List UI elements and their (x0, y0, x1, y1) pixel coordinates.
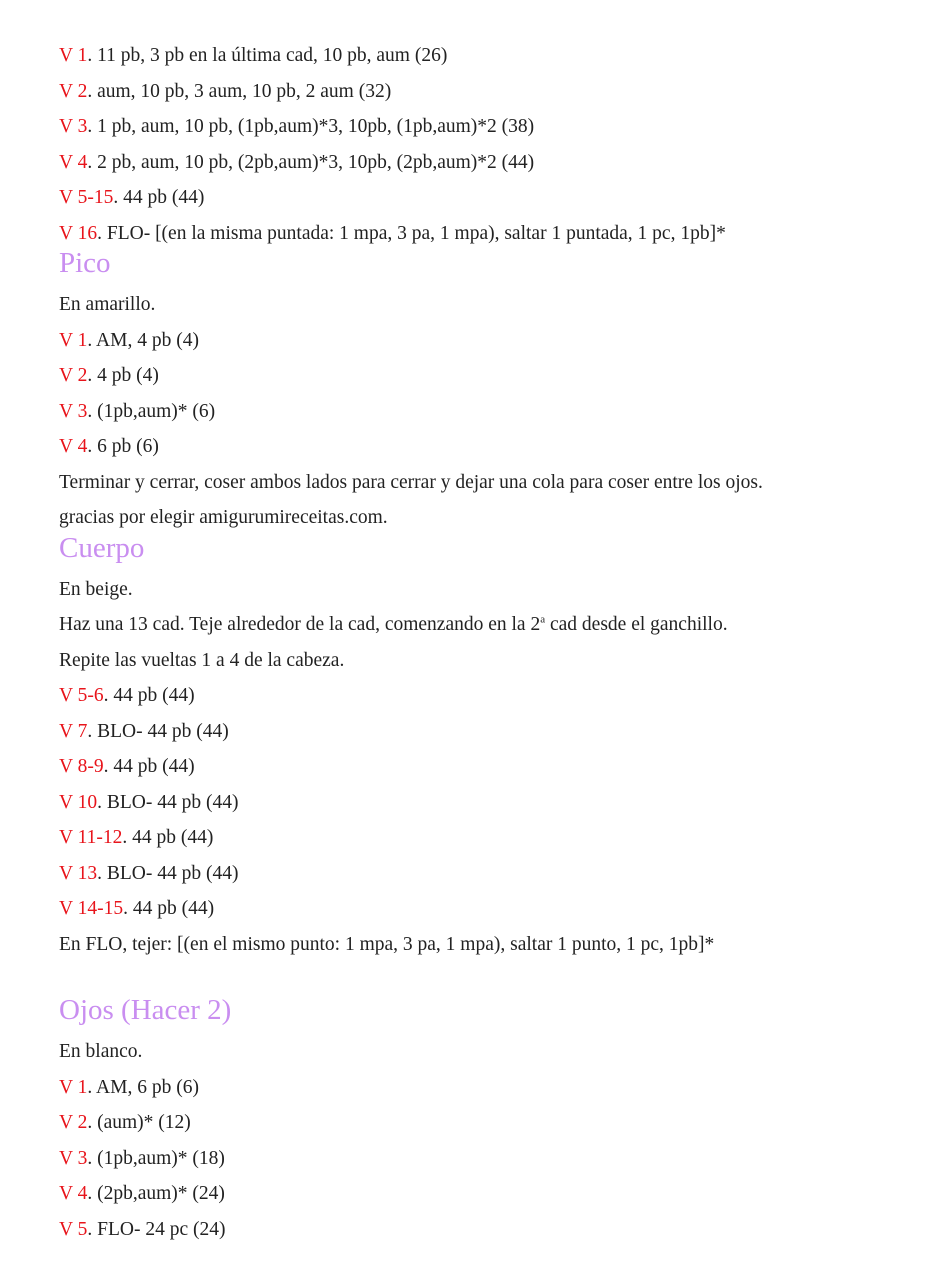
round-row (59, 74, 919, 110)
round-label: V 2 (59, 1112, 88, 1133)
intro-text-after: cad desde el ganchillo. (545, 614, 728, 635)
round-row (59, 820, 919, 856)
round-text: . 6 pb (6) (87, 436, 159, 457)
round-text: . BLO- 44 pb (44) (87, 720, 229, 742)
round-row (59, 429, 919, 465)
round-row (59, 1212, 919, 1248)
round-text: . FLO- 24 pc (24) (87, 1218, 226, 1240)
round-text: . 44 pb (44) (123, 898, 215, 919)
round-row (59, 714, 919, 750)
round-text: . aum, 10 pb, 3 aum, 10 pb, 2 aum (32) (87, 80, 392, 102)
round-label: V 5 (59, 1218, 88, 1240)
section-heading-pico: Pico (59, 247, 111, 279)
round-label: V 2 (59, 80, 88, 102)
round-row (59, 38, 919, 74)
section-top-rounds (59, 38, 919, 251)
round-text: . (1pb,aum)* (6) (87, 400, 216, 422)
round-row (59, 358, 919, 394)
round-text: . AM, 4 pb (4) (87, 329, 199, 351)
section-intro: En beige. (59, 578, 133, 600)
round-text: . 44 pb (44) (103, 756, 195, 777)
section-ojos (59, 992, 919, 1247)
round-label: V 3 (59, 400, 88, 422)
round-label: V 4 (59, 151, 88, 173)
section-intro: En amarillo. (59, 294, 156, 315)
round-text: . AM, 6 pb (6) (87, 1076, 199, 1098)
round-label: V 1 (59, 1076, 88, 1098)
round-text: . 2 pb, aum, 10 pb, (2pb,aum)*3, 10pb, (2pb,aum)*2 (44) (87, 151, 535, 173)
round-label: V 16 (59, 222, 98, 244)
round-row (59, 1070, 919, 1106)
section-heading-cuerpo: Cuerpo (59, 531, 145, 564)
section-outro: En FLO, tejer: [(en el mismo punto: 1 mpa, 3 pa, 1 mpa), saltar 1 punto, 1 pc, 1pb]* (59, 933, 715, 955)
round-label: V 13 (59, 862, 98, 884)
round-text: . BLO- 44 pb (44) (97, 862, 239, 884)
round-text: . 44 pb (44) (113, 187, 205, 208)
round-text: . (1pb,aum)* (18) (87, 1147, 225, 1169)
round-row (59, 1176, 919, 1212)
round-text: . FLO- [(en la misma puntada: 1 mpa, 3 pa, 1 mpa), saltar 1 puntada, 1 pc, 1pb]* (97, 222, 726, 244)
round-row (59, 109, 919, 145)
section-note: Terminar y cerrar, coser ambos lados para cerrar y dejar una cola para coser entre los ojos. (59, 471, 763, 493)
round-label: V 2 (59, 365, 88, 386)
round-row (59, 678, 919, 714)
round-label: V 14-15 (59, 898, 124, 919)
round-row (59, 891, 919, 927)
round-label: V 4 (59, 1183, 88, 1204)
round-label: V 1 (59, 45, 88, 66)
intro-text-before: Haz una 13 cad. Teje alrededor de la cad, comenzando en la 2 (59, 614, 541, 635)
section-intro-chain (59, 607, 919, 643)
round-label: V 5-15 (59, 187, 114, 208)
round-text: . 11 pb, 3 pb en la última cad, 10 pb, aum (26) (87, 45, 448, 66)
round-text: . 4 pb (4) (87, 365, 159, 386)
round-row (59, 1141, 919, 1177)
round-row (59, 145, 919, 181)
round-label: V 10 (59, 791, 98, 813)
pattern-document (59, 38, 919, 1247)
round-text: . 44 pb (44) (103, 685, 195, 706)
round-text: . 44 pb (44) (122, 827, 214, 848)
round-row (59, 323, 919, 359)
round-text: . BLO- 44 pb (44) (97, 791, 239, 813)
section-intro: En blanco. (59, 1041, 143, 1062)
round-row (59, 785, 919, 821)
round-text: . (aum)* (12) (87, 1112, 191, 1133)
section-note: gracias por elegir amigurumireceitas.com. (59, 507, 388, 528)
section-intro-repeat: Repite las vueltas 1 a 4 de la cabeza. (59, 649, 345, 671)
round-text: . 1 pb, aum, 10 pb, (1pb,aum)*3, 10pb, (1pb,aum)*2 (38) (87, 116, 535, 137)
round-row (59, 1105, 919, 1141)
round-label: V 8-9 (59, 756, 104, 777)
section-heading-ojos: Ojos (Hacer 2) (59, 994, 232, 1026)
round-text: . (2pb,aum)* (24) (87, 1183, 225, 1204)
round-label: V 1 (59, 329, 88, 351)
section-pico (59, 245, 919, 536)
round-label: V 3 (59, 116, 88, 137)
ordinal-superscript: a (540, 613, 546, 626)
round-row (59, 180, 919, 216)
round-label: V 5-6 (59, 685, 104, 706)
round-label: V 11-12 (59, 827, 123, 848)
section-cuerpo (59, 530, 919, 963)
round-row (59, 394, 919, 430)
round-label: V 4 (59, 436, 88, 457)
round-row (59, 749, 919, 785)
round-label: V 3 (59, 1147, 88, 1169)
round-label: V 7 (59, 720, 88, 742)
round-row (59, 856, 919, 892)
